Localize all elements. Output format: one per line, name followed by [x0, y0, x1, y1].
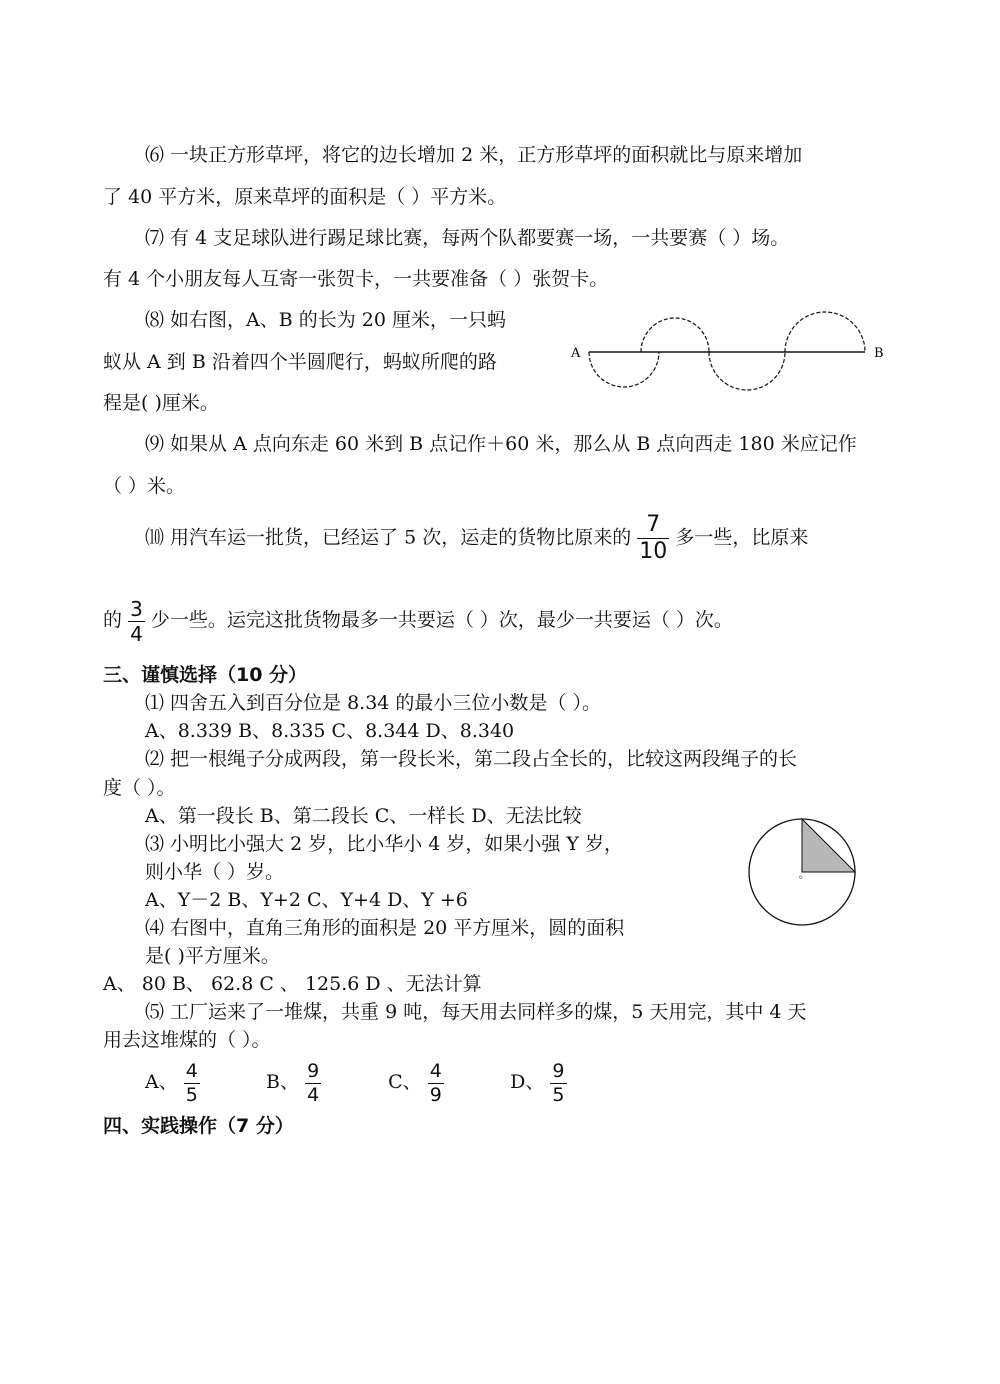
q10-text-1: ⑽ 用汽车运一批货，已经运了 5 次，运走的货物比原来的	[145, 526, 632, 549]
semicircle-1	[589, 352, 659, 387]
s3-q4-line-2: 是( )平方厘米。	[145, 945, 280, 967]
q7-line-2: 有 4 个小朋友每人互寄一张贺卡，一共要准备（ ）张贺卡。	[103, 268, 609, 290]
q10-text-2: 多一些，比原来	[675, 526, 809, 549]
option-fraction	[550, 1059, 566, 1106]
fraction-denominator: 4	[130, 621, 143, 646]
s3-q5-option-d	[510, 1058, 600, 1106]
semicircle-4	[785, 312, 865, 352]
fraction-numerator: 3	[130, 596, 143, 621]
q9-line-2: （ ）米。	[103, 475, 186, 497]
q7-line-1: ⑺ 有 4 支足球队进行踢足球比赛，每两个队都要赛一场，一共要赛（ ）场。	[145, 227, 790, 249]
s3-q1: ⑴ 四舍五入到百分位是 8.34 的最小三位小数是（ ）。	[145, 692, 601, 714]
q8-line-1: ⑻ 如右图，A、B 的长为 20 厘米，一只蚂	[145, 309, 507, 331]
center-label: o	[799, 874, 803, 881]
fraction-numerator: 7	[637, 514, 669, 539]
s3-q4-options: A、 80 B、 62.8 C 、 125.6 D 、无法计算	[103, 973, 482, 995]
s3-q5-line-2: 用去这堆煤的（ ）。	[103, 1029, 271, 1051]
option-fraction	[428, 1059, 444, 1106]
label-a: A	[571, 346, 581, 361]
s3-q5-line-1: ⑸ 工厂运来了一堆煤，共重 9 吨，每天用去同样多的煤，5 天用完，其中 4 天	[145, 1001, 807, 1023]
fraction-seven-tenths	[637, 514, 669, 563]
q6-line-2: 了 40 平方米，原来草坪的面积是（ ）平方米。	[103, 186, 507, 208]
s3-q5-options	[145, 1058, 600, 1106]
option-label: C、	[388, 1071, 422, 1093]
q10-line-1	[145, 514, 808, 563]
right-triangle	[802, 819, 855, 872]
s3-q4-line-1: ⑷ 右图中，直角三角形的面积是 20 平方厘米，圆的面积	[145, 917, 625, 939]
semicircle-3	[709, 352, 785, 390]
option-fraction	[184, 1059, 200, 1106]
circle-triangle-figure	[745, 815, 865, 930]
s3-q2-line-1: ⑵ 把一根绳子分成两段，第一段长米，第二段占全长的，比较这两段绳子的长	[145, 748, 798, 770]
q10-text-4: 少一些。运完这批货物最多一共要运（ ）次，最少一共要运（ ）次。	[150, 609, 733, 631]
s3-q3-line-1: ⑶ 小明比小强大 2 岁，比小华小 4 岁，如果小强 Y 岁，	[145, 833, 623, 855]
s3-q2-options: A、第一段长 B、第二段长 C、一样长 D、无法比较	[145, 805, 582, 827]
s3-q2-line-2: 度（ ）。	[103, 777, 176, 799]
fraction-denominator: 9	[429, 1083, 442, 1106]
option-label: A、	[145, 1071, 178, 1093]
s3-q1-options: A、8.339 B、8.335 C、8.344 D、8.340	[145, 720, 515, 742]
option-label: D、	[510, 1071, 545, 1093]
option-fraction	[305, 1059, 321, 1106]
q10-line-2	[103, 598, 733, 644]
q6-line-1: ⑹ 一块正方形草坪，将它的边长增加 2 米，正方形草坪的面积就比与原来增加	[145, 144, 803, 166]
fraction-numerator: 9	[307, 1059, 320, 1082]
s3-q3-line-2: 则小华（ ）岁。	[145, 861, 285, 883]
s3-q3-options: A、Y－2 B、Y+2 C、Y+4 D、Y +6	[145, 889, 468, 911]
q8-line-2: 蚁从 A 到 B 沿着四个半圆爬行，蚂蚁所爬的路	[103, 351, 497, 373]
section-4-heading: 四、实践操作（7 分）	[103, 1115, 294, 1137]
q9-line-1: ⑼ 如果从 A 点向东走 60 米到 B 点记作＋60 米，那么从 B 点向西走 180 米应记作	[145, 433, 857, 455]
fraction-denominator: 10	[639, 539, 668, 564]
semicircle-path-figure	[565, 305, 895, 395]
fraction-numerator: 9	[552, 1059, 565, 1082]
q10-text-3: 的	[103, 609, 123, 631]
section-3-heading: 三、谨慎选择（10 分）	[103, 664, 308, 686]
q8-line-3: 程是( )厘米。	[103, 392, 219, 414]
fraction-numerator: 4	[429, 1059, 442, 1082]
fraction-denominator: 5	[552, 1083, 565, 1106]
s3-q5-option-c	[388, 1058, 504, 1106]
semicircle-2	[641, 318, 709, 352]
label-b: B	[874, 346, 884, 361]
fraction-numerator: 4	[185, 1059, 198, 1082]
s3-q5-option-a	[145, 1058, 260, 1106]
fraction-three-quarters	[128, 596, 145, 646]
fraction-denominator: 5	[185, 1083, 198, 1106]
s3-q5-option-b	[266, 1058, 382, 1106]
option-label: B、	[266, 1071, 300, 1093]
fraction-denominator: 4	[307, 1083, 320, 1106]
